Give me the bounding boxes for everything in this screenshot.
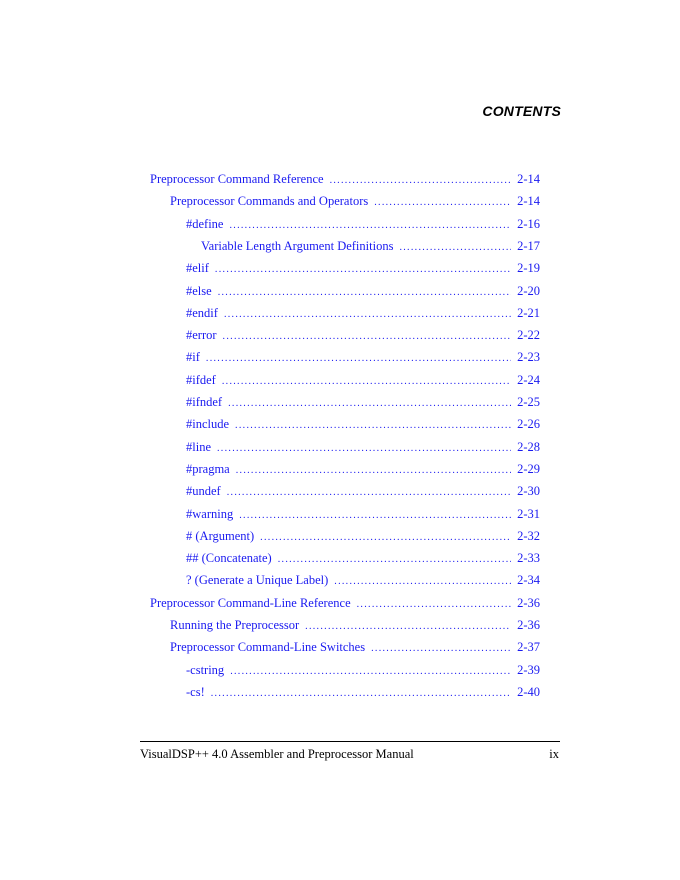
toc-entry[interactable] xyxy=(186,373,540,395)
toc-entry-page: 2-25 xyxy=(517,395,540,409)
toc-entry[interactable] xyxy=(186,261,540,283)
toc-entry[interactable] xyxy=(186,440,540,462)
toc-entry-page: 2-30 xyxy=(517,484,540,499)
toc-entry-page: 2-33 xyxy=(517,551,540,566)
toc-entry-page: 2-19 xyxy=(517,261,540,276)
toc-entry[interactable] xyxy=(186,573,540,595)
toc-entry-page: 2-26 xyxy=(517,417,540,432)
dot-leader xyxy=(228,398,511,409)
toc-entry[interactable] xyxy=(170,640,540,662)
toc-entry[interactable] xyxy=(186,350,540,372)
toc-entry[interactable] xyxy=(150,596,540,618)
toc-entry-label: ? (Generate a Unique Label) xyxy=(186,573,329,588)
toc-entry-page: 2-37 xyxy=(517,640,540,655)
toc-entry-page: 2-36 xyxy=(517,595,540,610)
toc-entry-label: #pragma xyxy=(186,461,230,476)
toc-entry-label: -cstring xyxy=(186,662,225,677)
dot-leader xyxy=(334,576,511,587)
toc-entry-page: 2-34 xyxy=(517,573,540,588)
toc-entry[interactable] xyxy=(186,663,540,685)
toc-entry[interactable] xyxy=(186,284,540,306)
toc-entry-page: 2-20 xyxy=(517,283,540,298)
toc-entry-label: Running the Preprocessor xyxy=(170,618,300,632)
toc-entry-label: #ifndef xyxy=(186,395,223,409)
dot-leader xyxy=(239,510,511,521)
toc-entry[interactable] xyxy=(170,194,540,216)
toc-entry-page: 2-29 xyxy=(517,461,540,476)
toc-entry-page: 2-21 xyxy=(517,305,540,320)
toc-entry-page: 2-28 xyxy=(517,439,540,454)
toc-entry-label: -cs! xyxy=(186,684,205,699)
toc-entry[interactable] xyxy=(186,328,540,350)
toc-entry[interactable] xyxy=(186,306,540,328)
toc-entry-label: #include xyxy=(186,417,230,432)
dot-leader xyxy=(278,554,511,565)
dot-leader xyxy=(357,599,511,610)
toc-entry[interactable] xyxy=(150,172,540,194)
footer-page-number: ix xyxy=(549,747,559,761)
toc-entry-label: #elif xyxy=(186,261,209,276)
toc-entry-page: 2-17 xyxy=(517,238,540,253)
dot-leader xyxy=(222,376,511,387)
toc-entry-page: 2-31 xyxy=(517,506,540,521)
dot-leader xyxy=(217,443,511,454)
toc-entry-label: #if xyxy=(186,350,200,365)
toc-entry-label: #endif xyxy=(186,305,218,320)
toc-entry-label: Variable Length Argument Definitions xyxy=(201,238,394,253)
toc-entry-page: 2-24 xyxy=(517,372,540,387)
dot-leader xyxy=(236,465,511,476)
toc-entry-label: #line xyxy=(186,439,211,454)
dot-leader xyxy=(330,175,512,186)
toc-entry-page: 2-23 xyxy=(517,350,540,365)
footer-manual-title: VisualDSP++ 4.0 Assembler and Preprocessor Manual xyxy=(140,747,414,761)
dot-leader xyxy=(371,643,511,654)
footer-divider xyxy=(140,741,560,742)
dot-leader xyxy=(224,309,511,320)
toc-entry[interactable] xyxy=(186,529,540,551)
toc-entry[interactable] xyxy=(186,484,540,506)
dot-leader xyxy=(235,420,511,431)
toc-entry-page: 2-14 xyxy=(517,194,540,209)
toc-entry[interactable] xyxy=(201,239,540,261)
dot-leader xyxy=(211,688,511,699)
toc-entry-label: Preprocessor Command-Line Switches xyxy=(170,640,366,655)
dot-leader xyxy=(227,487,511,498)
dot-leader xyxy=(229,220,511,231)
toc-entry[interactable] xyxy=(186,507,540,529)
dot-leader xyxy=(374,197,511,208)
toc-entry-label: #ifdef xyxy=(186,372,216,387)
toc-entry[interactable] xyxy=(186,395,540,417)
dot-leader xyxy=(230,666,511,677)
toc-entry-label: #error xyxy=(186,328,217,343)
toc-entry[interactable] xyxy=(186,685,540,707)
toc-entry[interactable] xyxy=(186,462,540,484)
toc-entry-label: #warning xyxy=(186,506,234,521)
toc-entry[interactable] xyxy=(186,217,540,239)
toc-entry-label: Preprocessor Command-Line Reference xyxy=(150,595,351,610)
toc-entry-label: Preprocessor Command Reference xyxy=(150,172,324,186)
toc-entry-label: Preprocessor Commands and Operators xyxy=(170,194,369,209)
toc-entry-page: 2-40 xyxy=(517,684,540,699)
dot-leader xyxy=(206,353,511,364)
toc-entry-page: 2-16 xyxy=(517,216,540,231)
toc-entry[interactable] xyxy=(186,417,540,439)
toc-entry-page: 2-32 xyxy=(517,528,540,543)
toc-entry-label: #define xyxy=(186,216,224,231)
toc-entry-label: ## (Concatenate) xyxy=(186,551,272,566)
toc-entry-label: # (Argument) xyxy=(186,528,255,543)
toc-entry[interactable] xyxy=(170,618,540,640)
toc-entry-label: #else xyxy=(186,283,212,298)
dot-leader xyxy=(218,287,511,298)
page-header-title: CONTENTS xyxy=(482,103,561,119)
dot-leader xyxy=(305,621,511,632)
toc-entry-page: 2-22 xyxy=(517,328,540,343)
dot-leader xyxy=(260,532,511,543)
toc-entry[interactable] xyxy=(186,551,540,573)
toc-entry-page: 2-36 xyxy=(517,618,540,632)
toc-entry-label: #undef xyxy=(186,484,221,499)
dot-leader xyxy=(399,242,511,253)
toc-entry-page: 2-39 xyxy=(517,662,540,677)
dot-leader xyxy=(223,331,512,342)
toc-entry-page: 2-14 xyxy=(517,172,540,186)
dot-leader xyxy=(215,264,511,275)
